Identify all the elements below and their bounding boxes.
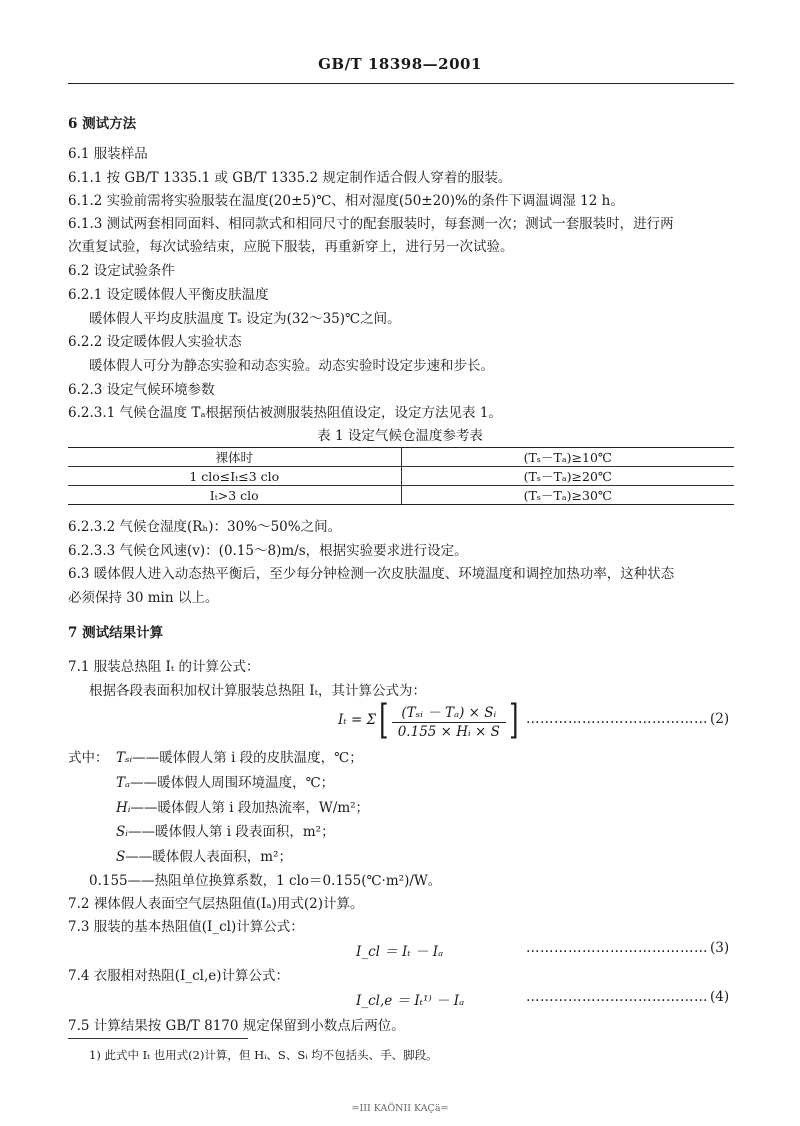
section-6-1-3-line2: 次重复试验，每次试验结束，应脱下服装，再重新穿上，进行另一次试验。 xyxy=(68,239,514,255)
section-7-1: 7.1 服装总热阻 Iₜ 的计算公式： xyxy=(68,659,260,675)
definition-item: Hᵢ——暖体假人第 i 段加热流率，W/m²； xyxy=(116,800,370,816)
reference-table xyxy=(68,447,734,505)
table-cell: 裸体时 xyxy=(68,448,401,467)
section-7-2: 7.2 裸体假人表面空气层热阻值(Iₐ)用式(2)计算。 xyxy=(68,896,364,912)
section-6-1-3-line1: 6.1.3 测试两套相同面料、相同款式和相同尺寸的配套服装时，每套测一次；测试一套服装时，进行两 xyxy=(68,216,674,232)
equation-3-number: (3) xyxy=(710,940,730,956)
table-1-title: 表 1 设定气候仓温度参考表 xyxy=(317,428,483,444)
definition-item: Tₐ——暖体假人周围环境温度，℃； xyxy=(116,775,335,791)
equation-4-number: (4) xyxy=(710,989,730,1005)
definition-item: 0.155——热阻单位换算系数，1 clo＝0.155(℃·m²)/W。 xyxy=(89,873,442,889)
section-7-5: 7.5 计算结果按 GB/T 8170 规定保留到小数点后两位。 xyxy=(68,1018,405,1034)
section-6-3-line1: 6.3 暖体假人进入动态热平衡后，至少每分钟检测一次皮肤温度、环境温度和调控加热功率，这种状态 xyxy=(68,566,675,582)
table-cell: (Tₛ－Tₐ)≥30℃ xyxy=(401,486,734,505)
section-6-1-1: 6.1.1 按 GB/T 1335.1 或 GB/T 1335.2 规定制作适合假人穿着的服装。 xyxy=(68,170,512,186)
section-6-2-3-1: 6.2.3.1 气候仓温度 Tₐ根据预估被测服装热阻值设定，设定方法见表 1。 xyxy=(68,405,502,421)
equation-2: Iₜ = Σ [ $\frac{\text{(Tₛᵢ － Tₐ) × Sᵢ}}{\text{0.155 × Hᵢ × S}}$ ] xyxy=(338,697,519,743)
section-7-4: 7.4 衣服相对热阻(I_cl,e)计算公式： xyxy=(68,968,290,984)
section-6-2-3: 6.2.3 设定气候环境参数 xyxy=(68,382,215,398)
table-cell: 1 clo≤Iₜ≤3 clo xyxy=(68,467,401,486)
section-7-title: 7 测试结果计算 xyxy=(68,625,164,641)
equation-3: I_cl ＝ Iₜ － Iₐ xyxy=(356,944,444,960)
equation-4: I_cl,e ＝ Iₜ¹⁾ － Iₐ xyxy=(356,993,465,1009)
table-row xyxy=(68,467,734,486)
table-cell: (Tₛ－Tₐ)≥20℃ xyxy=(401,467,734,486)
section-6-title: 6 测试方法 xyxy=(68,116,137,132)
section-6-3-line2: 必须保持 30 min 以上。 xyxy=(68,590,219,606)
equation-2-number: (2) xyxy=(710,711,730,727)
equation-2-denominator: 0.155 × Hᵢ × S xyxy=(397,723,500,740)
equation-2-lhs: Iₜ = Σ xyxy=(338,712,377,728)
table-cell: (Tₛ－Tₐ)≥10℃ xyxy=(401,448,734,467)
section-6-2-1: 6.2.1 设定暖体假人平衡皮肤温度 xyxy=(68,287,269,303)
page-footer: =III KAÖNII KAÇä= xyxy=(351,1103,449,1114)
document-header-standard: GB/T 18398—2001 xyxy=(318,55,482,73)
section-6-2: 6.2 设定试验条件 xyxy=(68,263,175,279)
section-6-2-2: 6.2.2 设定暖体假人实验状态 xyxy=(68,334,242,350)
footnote-rule xyxy=(68,1038,248,1039)
section-6-2-1-body: 暖体假人平均皮肤温度 Tₛ 设定为(32～35)℃之间。 xyxy=(89,311,401,327)
header-rule xyxy=(68,83,734,84)
equation-2-numerator: (Tₛᵢ － Tₐ) × Sᵢ xyxy=(392,701,506,723)
definition-item: S——暖体假人表面积，m²； xyxy=(116,849,292,865)
section-6-2-3-2: 6.2.3.2 气候仓湿度(Rₕ)：30%～50%之间。 xyxy=(68,519,342,535)
table-cell: Iₜ>3 clo xyxy=(68,486,401,505)
section-6-2-2-body: 暖体假人可分为静态实验和动态实验。动态实验时设定步速和步长。 xyxy=(89,358,494,374)
table-row xyxy=(68,448,734,467)
definition-item: Tₛᵢ——暖体假人第 i 段的皮肤温度，℃； xyxy=(116,750,363,766)
where-lead: 式中： xyxy=(68,750,109,766)
section-7-1-body: 根据各段表面积加权计算服装总热阻 Iₜ，其计算公式为： xyxy=(89,683,426,699)
section-6-1-2: 6.1.2 实验前需将实验服装在温度(20±5)℃、相对湿度(50±20)%的条件下调温调湿 12 h。 xyxy=(68,193,624,209)
section-7-3: 7.3 服装的基本热阻值(I_cl)计算公式： xyxy=(68,919,304,935)
footnote: 1) 此式中 Iₜ 也用式(2)计算，但 Hᵢ、S、Sᵢ 均不包括头、手、脚段。 xyxy=(89,1048,438,1062)
section-6-2-3-3: 6.2.3.3 气候仓风速(v)：(0.15～8)m/s，根据实验要求进行设定。 xyxy=(68,543,468,559)
table-row xyxy=(68,486,734,505)
definition-item: Sᵢ——暖体假人第 i 段表面积，m²； xyxy=(116,824,335,840)
section-6-1: 6.1 服装样品 xyxy=(68,146,148,162)
